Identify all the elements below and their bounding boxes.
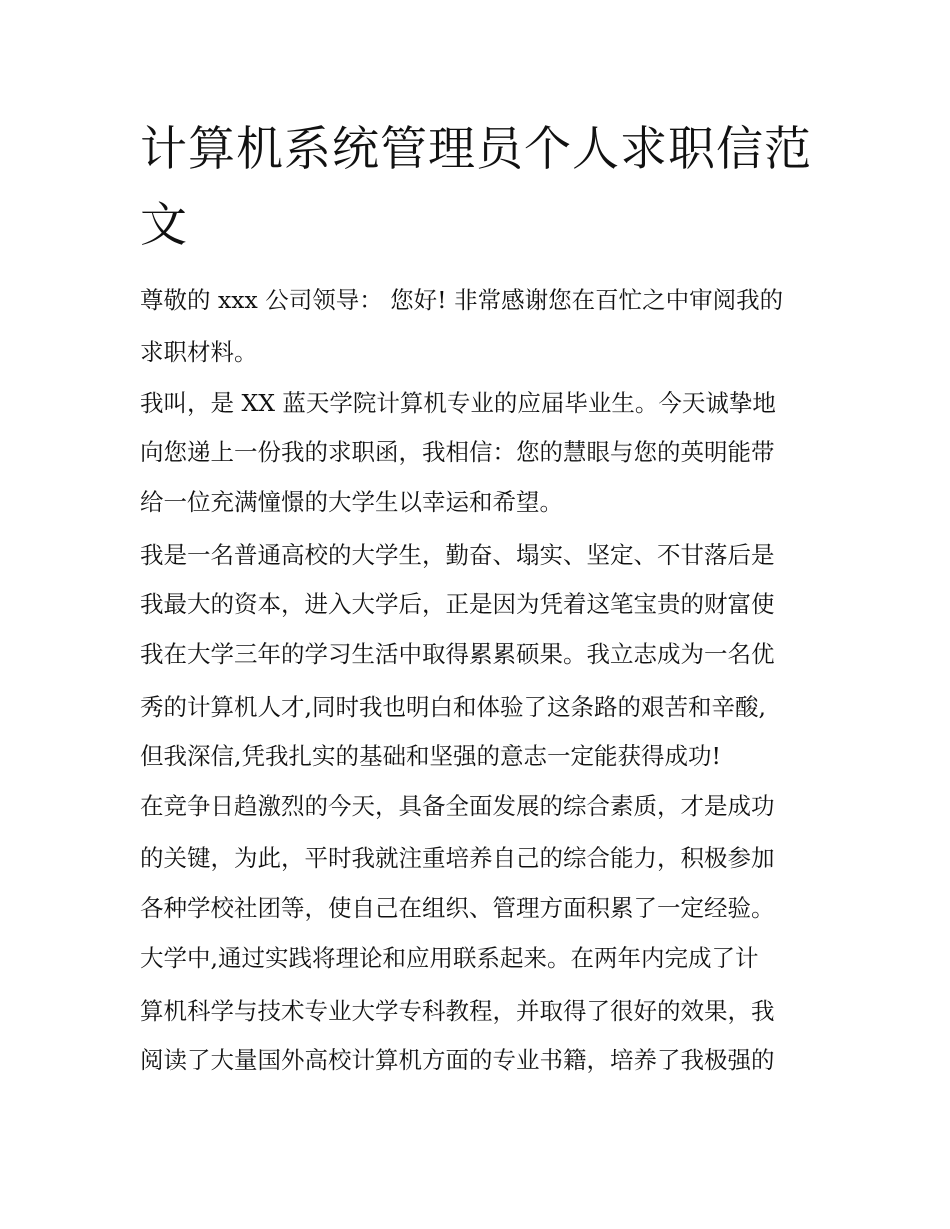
body-line: 我最大的资本，进入大学后，正是因为凭着这笔宝贵的财富使 <box>140 590 775 618</box>
body-line: 向您递上一份我的求职函，我相信：您的慧眼与您的英明能带 <box>140 438 775 466</box>
body-line: 给一位充满憧憬的大学生以幸运和希望。 <box>140 488 563 516</box>
body-line: 在竞争日趋激烈的今天，具备全面发展的综合素质，才是成功 <box>140 792 775 820</box>
body-line: 阅读了大量国外高校计算机方面的专业书籍，培养了我极强的 <box>140 1046 775 1074</box>
body-line: 各种学校社团等，使自己在组织、管理方面积累了一定经验。 <box>140 894 775 922</box>
body-line: 尊敬的 xxx 公司领导： 您好! 非常感谢您在百忙之中审阅我的 <box>140 286 784 314</box>
body-line: 求职材料。 <box>140 338 258 366</box>
body-line: 我叫，是 XX 蓝天学院计算机专业的应届毕业生。今天诚挚地 <box>140 389 776 417</box>
body-line: 大学中,通过实践将理论和应用联系起来。在两年内完成了计 <box>140 944 759 972</box>
body-line: 我是一名普通高校的大学生，勤奋、塌实、坚定、不甘落后是 <box>140 541 775 569</box>
body-line: 的关键，为此，平时我就注重培养自己的综合能力，积极参加 <box>140 844 775 872</box>
body-line: 秀的计算机人才,同时我也明白和体验了这条路的艰苦和辛酸, <box>140 693 766 721</box>
body-line: 我在大学三年的学习生活中取得累累硕果。我立志成为一名优 <box>140 640 775 668</box>
document-title: 计算机系统管理员个人求职信范文 <box>140 122 812 253</box>
body-line: 算机科学与技术专业大学专科教程，并取得了很好的效果，我 <box>140 997 775 1025</box>
body-line: 但我深信,凭我扎实的基础和坚强的意志一定能获得成功! <box>140 742 721 770</box>
